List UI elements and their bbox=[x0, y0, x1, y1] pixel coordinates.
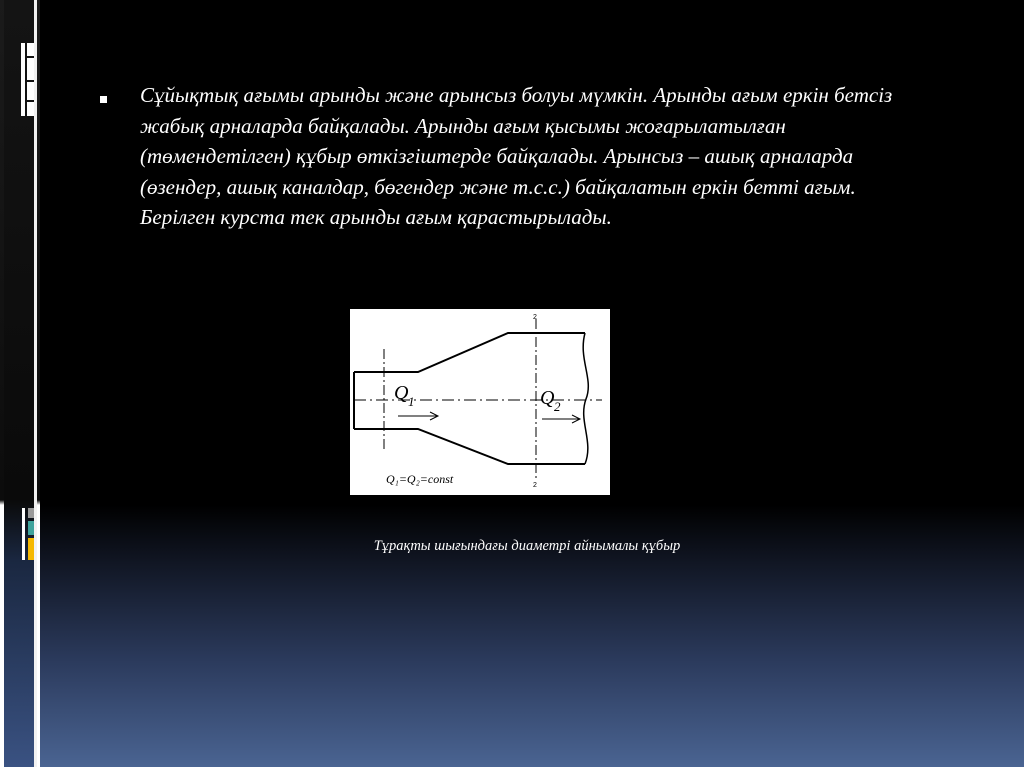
deco-stripe bbox=[21, 43, 25, 116]
pipe-diagram bbox=[350, 309, 610, 495]
section-mark-top: 2 bbox=[533, 314, 537, 321]
deco-stripe bbox=[27, 58, 34, 80]
pipe-break-line bbox=[583, 333, 588, 464]
q2-label: Q bbox=[540, 387, 555, 409]
deco-teal-block bbox=[28, 521, 34, 535]
q2-subscript: 2 bbox=[554, 399, 561, 414]
q1-label: Q bbox=[394, 382, 409, 404]
figure-caption: Тұрақты шығындағы диаметрі айнымалы құбыр bbox=[373, 538, 681, 554]
pipe-diagram-svg bbox=[350, 309, 610, 495]
deco-stripe bbox=[27, 82, 34, 100]
section-mark-bottom: 2 bbox=[533, 482, 537, 489]
deco-gray-block bbox=[28, 508, 34, 518]
left-rail-edge-line bbox=[34, 0, 37, 767]
pipe-top-wall bbox=[354, 333, 585, 372]
body-paragraph: Сұйықтық ағымы арынды және арынсыз болуы мүмкін. Арынды ағым еркін бетсіз жабық арналарда байқалады. Арынды ағым қысымы жоғарылатылған (төмендетілген) құбыр өткізгіштерде байқалады. Арынсыз – ашық арналарда (өзендер, ашық каналдар, бөгендер және т.с.с.) байқалатын еркін бетті ағым. Берілген курста тек арынды ағым қарастырылады. bbox=[140, 83, 893, 229]
deco-stripe bbox=[27, 102, 34, 116]
pipe-bottom-wall bbox=[354, 429, 585, 464]
deco-stripe bbox=[27, 43, 34, 56]
flow-formula: Q₁=Q₂=const bbox=[386, 472, 454, 486]
bullet-marker bbox=[100, 96, 107, 103]
q1-subscript: 1 bbox=[408, 394, 415, 409]
